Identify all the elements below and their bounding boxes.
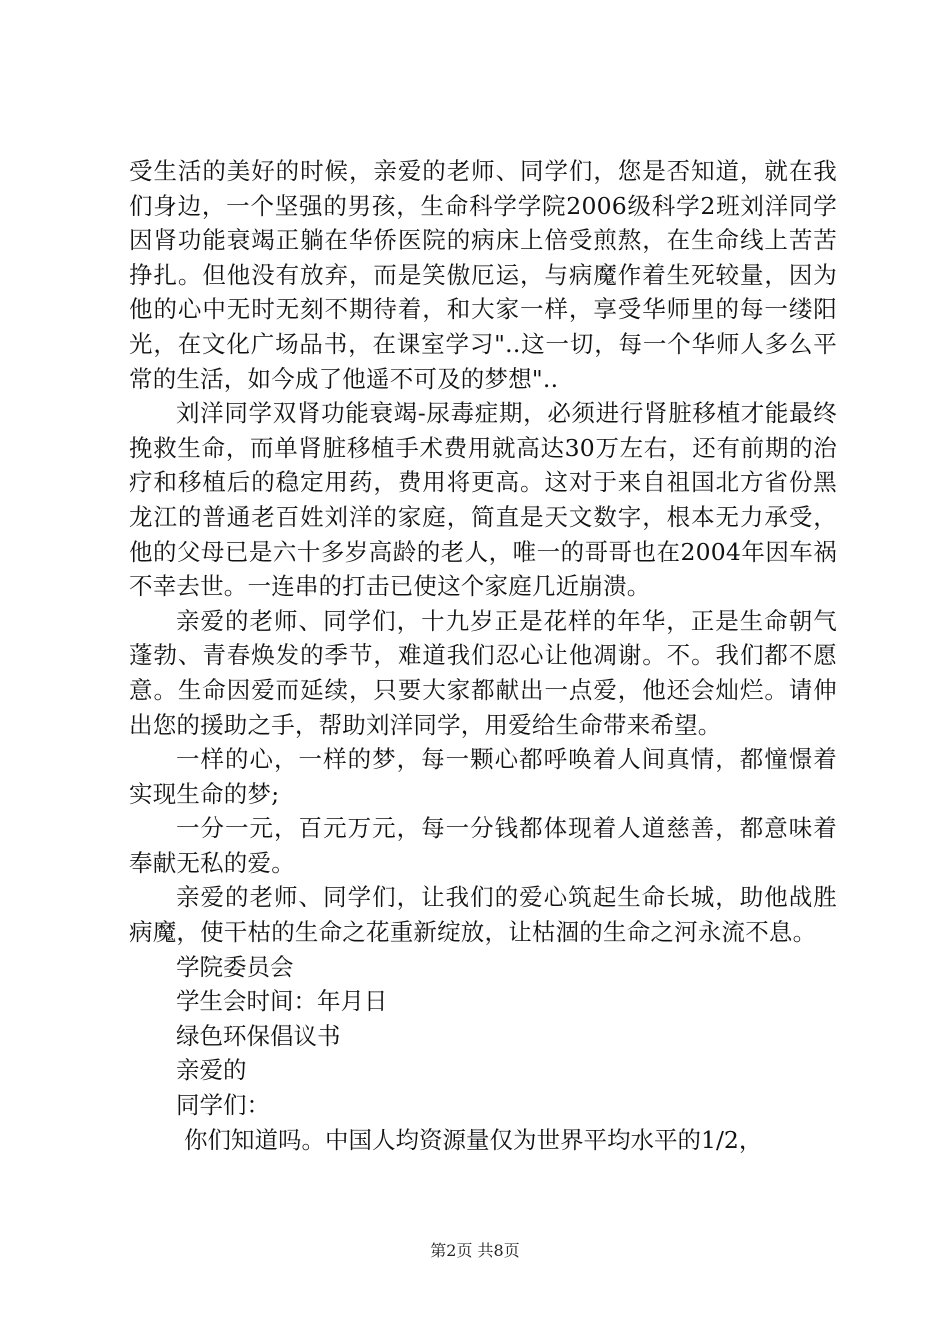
paragraph-appeal: 亲爱的老师、同学们，十九岁正是花样的年华，正是生命朝气蓬勃、青春焕发的季节，难道我们忍心让他凋谢。不。我们都不愿意。生命因爱而延续，只要大家都献出一点爱，他还会灿烂。请伸出您的援助之手，帮助刘洋同学，用爱给生命带来希望。 <box>129 606 837 739</box>
next-doc-salutation-students: 同学们： <box>176 1091 270 1120</box>
next-doc-first-line: 你们知道吗。中国人均资源量仅为世界平均水平的1/2， <box>184 1125 763 1154</box>
paragraph-medical-cost: 刘洋同学双肾功能衰竭-尿毒症期，必须进行肾脏移植才能最终挽救生命，而单肾脏移植手术费用就高达30万左右，还有前期的治疗和移植后的稳定用药，费用将更高。这对于来自祖国北方省份黑龙江的普通老百姓刘洋的家庭，简直是天文数字，根本无力承受，他的父母已是六十多岁高龄的老人，唯一的哥哥也在2004年因车祸不幸去世。一连串的打击已使这个家庭几近崩溃。 <box>129 399 837 601</box>
paragraph-every-cent: 一分一元，百元万元，每一分钱都体现着人道慈善，都意味着奉献无私的爱。 <box>129 814 837 877</box>
page-footer: 第2页 共8页 <box>430 1241 520 1260</box>
paragraph-continuation: 受生活的美好的时候，亲爱的老师、同学们，您是否知道，就在我们身边，一个坚强的男孩，生命科学学院2006级科学2班刘洋同学因肾功能衰竭正躺在华侨医院的病床上倍受煎熬，在生命线上苦苦挣扎。但他没有放弃，而是笑傲厄运，与病魔作着生死较量，因为他的心中无时无刻不期待着，和大家一样，享受华师里的每一缕阳光，在文化广场品书，在课室学习"..这一切，每一个华师人多么平常的生活，如今成了他遥不可及的梦想".. <box>129 157 837 393</box>
document-body <box>129 154 837 1157</box>
signature-student-union-date: 学生会时间：年月日 <box>176 987 388 1016</box>
signature-committee: 学院委员会 <box>176 952 294 981</box>
next-doc-title: 绿色环保倡议书 <box>176 1021 341 1050</box>
paragraph-same-heart: 一样的心，一样的梦，每一颗心都呼唤着人间真情，都憧憬着实现生命的梦; <box>129 745 837 808</box>
paragraph-closing: 亲爱的老师、同学们，让我们的爱心筑起生命长城，助他战胜病魔，使干枯的生命之花重新绽放，让枯涸的生命之河永流不息。 <box>129 883 837 947</box>
next-doc-salutation: 亲爱的 <box>176 1056 247 1085</box>
